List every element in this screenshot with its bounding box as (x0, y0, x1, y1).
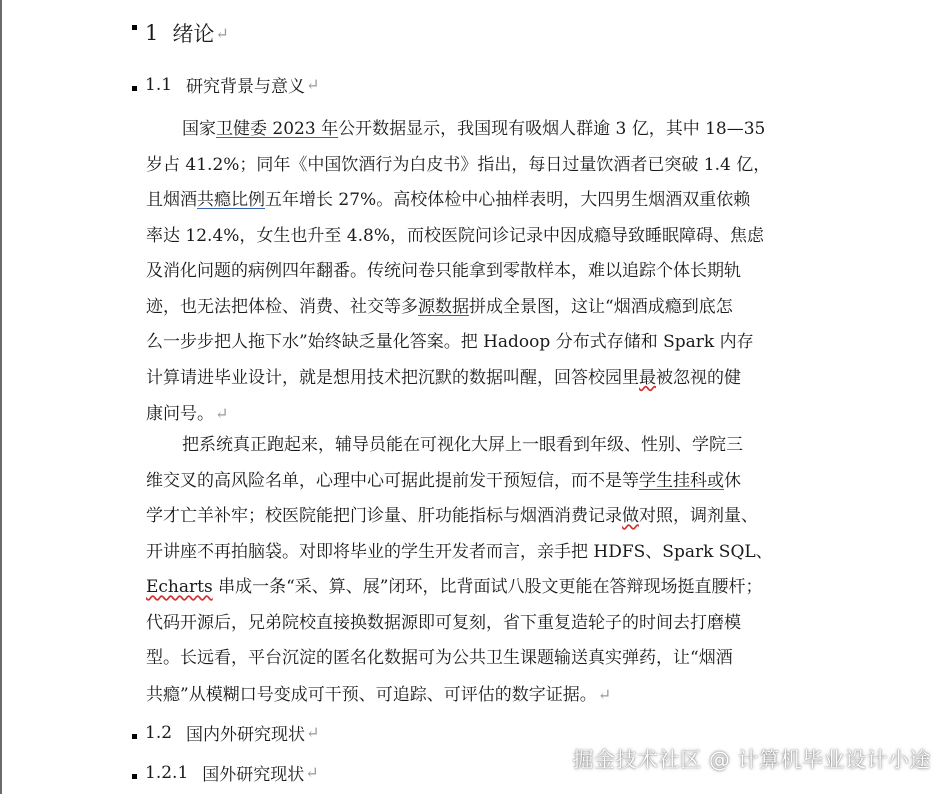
text-line: 么一步步把人拖下水”始终缺乏量化答案。把 Hadoop 分布式存储和 Spark 内存 (146, 332, 754, 352)
heading-1-2[interactable] (132, 720, 319, 745)
heading-number: 1.2 (145, 722, 173, 743)
heading-title: 国内外研究现状 (186, 725, 306, 745)
spelling-underline: Echarts (146, 577, 213, 597)
heading-title: 研究背景与意义 (186, 77, 306, 97)
spelling-underline: 最 (639, 367, 656, 388)
heading-1[interactable] (132, 18, 229, 48)
heading-number: 1.1 (145, 74, 173, 95)
heading-bullet (132, 774, 137, 779)
heading-title: 绪论 (172, 22, 215, 46)
heading-bullet (132, 86, 137, 91)
heading-bullet (132, 25, 137, 30)
text-line: 迹，也无法把体检、消费、社交等多源数据拼成全景图，这让“烟酒成瘾到底怎 (146, 296, 733, 317)
text-line: 开讲座不再拍脑袋。对即将毕业的学生开发者而言，亲手把 HDFS、Spark SQL、 (146, 541, 773, 562)
grammar-underline: 源数据 (418, 296, 469, 317)
heading-bullet (132, 734, 137, 739)
spelling-underline: 做 (622, 506, 639, 526)
grammar-underline: 共瘾比例 (197, 190, 265, 210)
text-line: 学才亡羊补牢；校医院能把门诊量、肝功能指标与烟酒消费记录做对照，调剂量、 (146, 506, 758, 526)
grammar-underline: 卫健委 2023 年 (216, 119, 339, 139)
paragraph-mark-icon: ↵ (215, 404, 229, 423)
text-line: 计算请进毕业设计，就是想用技术把沉默的数据叫醒，回答校园里最被忽视的健 (146, 367, 741, 388)
paragraph-mark-icon: ↵ (305, 763, 319, 782)
heading-number: 1.2.1 (145, 762, 189, 783)
watermark: 掘金技术社区 @ 计算机毕业设计小途 (572, 748, 931, 772)
paragraph-mark-icon: ↵ (597, 684, 612, 704)
heading-title: 国外研究现状 (202, 765, 305, 785)
body-paragraph-2[interactable] (146, 428, 816, 712)
body-paragraph-1[interactable] (146, 112, 816, 432)
grammar-underline: 学生挂科或 (639, 470, 724, 491)
text-line: 把系统真正跑起来，辅导员能在可视化大屏上一眼看到年级、性别、学院三 (182, 435, 743, 455)
text-line: 且烟酒共瘾比例五年增长 27%。高校体检中心抽样表明，大四男生烟酒双重依赖 (146, 190, 751, 210)
text-line: 共瘾”从模糊口号变成可干预、可追踪、可评估的数字证据。↵ (146, 684, 612, 705)
text-line: 率达 12.4%，女生也升至 4.8%，而校医院问诊记录中因成瘾导致睡眠障碍、焦虑 (146, 225, 765, 246)
paragraph-mark-icon: ↵ (306, 75, 320, 94)
text-line: 维交叉的高风险名单，心理中心可据此提前发干预短信，而不是等学生挂科或休 (146, 470, 741, 491)
heading-1-2-1[interactable] (132, 760, 319, 785)
text-line: 康问号。↵ (146, 404, 229, 424)
text-line: 型。长远看，平台沉淀的匿名化数据可为公共卫生课题输送真实弹药，让“烟酒 (146, 648, 733, 668)
text-line: 国家卫健委 2023 年公开数据显示，我国现有吸烟人群逾 3 亿，其中 18—35 (182, 119, 766, 139)
text-line: Echarts 串成一条“采、算、展”闭环，比背面试八股文更能在答辩现场挺直腰杆； (146, 577, 763, 597)
text-line: 及消化问题的病例四年翻番。传统问卷只能拿到零散样本，难以追踪个体长期轨 (146, 261, 741, 281)
paragraph-mark-icon: ↵ (306, 723, 320, 742)
heading-1-1[interactable] (132, 72, 319, 97)
text-line: 岁占 41.2%；同年《中国饮酒行为白皮书》指出，每日过量饮酒者已突破 1.4 亿， (146, 154, 771, 175)
text-line: 代码开源后，兄弟院校直接换数据源即可复刻，省下重复造轮子的时间去打磨模 (146, 612, 741, 633)
paragraph-mark-icon: ↵ (215, 23, 229, 43)
heading-number: 1 (145, 21, 159, 45)
